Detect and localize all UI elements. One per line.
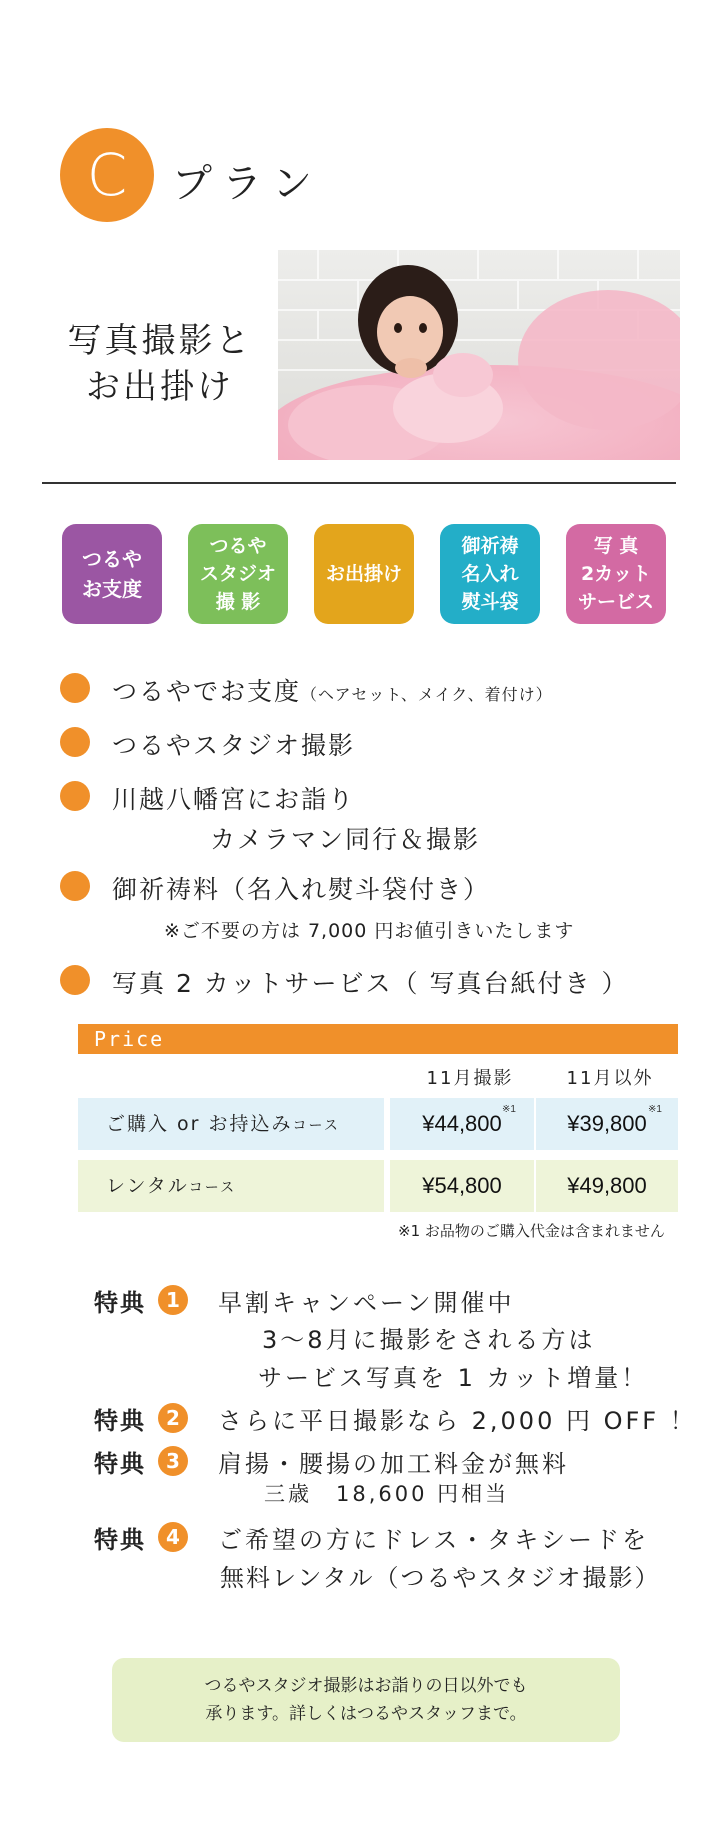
headline-line-1: 写真撮影と [67, 321, 253, 361]
badge-text: お支度 [82, 577, 142, 601]
badge-text: 名入れ [461, 563, 519, 585]
badge-text: つるや [209, 535, 267, 557]
price-value: ¥39,800 [567, 1111, 647, 1136]
benefit-label: 特典 [94, 1407, 146, 1435]
benefit-4-line-1: ご希望の方にドレス・タキシードを [218, 1526, 650, 1554]
badge-studio [188, 524, 288, 624]
col-header-other: 11月以外 [566, 1068, 654, 1089]
headline-line-2: お出掛け [86, 367, 234, 407]
bullet-dot [60, 673, 90, 703]
section-divider [42, 482, 676, 484]
badge-text: 撮 影 [215, 591, 261, 613]
row-label-small: コース [292, 1118, 340, 1134]
benefit-1-line-2: 3～8月に撮影をされる方は [262, 1326, 596, 1354]
benefit-1-line-1: 早割キャンペーン開催中 [218, 1289, 515, 1317]
benefit-3-line-1: 肩揚・腰揚の加工料金が無料 [218, 1450, 569, 1478]
info-box [112, 1658, 620, 1742]
info-line-1: つるやスタジオ撮影はお詣りの日以外でも [204, 1676, 528, 1696]
bullet-dot [60, 781, 90, 811]
badge-text: サービス [577, 591, 654, 613]
badge-text: 写 真 [593, 535, 639, 557]
bullet-dot [60, 871, 90, 901]
benefit-1-line-3: サービス写真を 1 カット増量！ [258, 1364, 649, 1392]
benefit-label: 特典 [94, 1526, 146, 1554]
price-purchase-november [390, 1098, 534, 1150]
benefit-4-line-2: 無料レンタル（つるやスタジオ撮影） [220, 1564, 661, 1592]
benefit-label: 特典 [94, 1289, 146, 1317]
price-row-purchase-label [78, 1098, 384, 1150]
info-line-2: 承ります。詳しくはつるやスタッフまで。 [205, 1704, 527, 1724]
feature-2: つるやスタジオ撮影 [112, 731, 356, 760]
price-value: ¥44,800 [422, 1111, 502, 1136]
badge-gokitou [440, 524, 540, 624]
child-photo-illustration [278, 250, 680, 460]
footnote-mark: ※1 [502, 1104, 516, 1115]
badge-text: 熨斗袋 [461, 591, 519, 613]
benefit-number-4: 4 [158, 1522, 188, 1552]
benefit-2-line-1: さらに平日撮影なら 2,000 円 OFF ！ [218, 1407, 697, 1435]
feature-4: 御祈祷料（名入れ熨斗袋付き） [112, 875, 491, 904]
benefit-number-1: 1 [158, 1285, 188, 1315]
benefit-number-2: 2 [158, 1403, 188, 1433]
badge-text: つるや [82, 547, 142, 571]
col-header-november: 11月撮影 [426, 1068, 514, 1089]
badge-text: 御祈祷 [461, 535, 519, 557]
benefit-label: 特典 [94, 1450, 146, 1478]
feature-4-note: ※ご不要の方は 7,000 円お値引きいたします [164, 920, 575, 942]
badge-text: 2カット [580, 563, 652, 585]
row-label-main: ご購入 or お持込み [106, 1113, 293, 1135]
footnote-mark: ※1 [648, 1104, 662, 1115]
child-photo [278, 250, 680, 460]
bullet-dot [60, 727, 90, 757]
price-rental-november: ¥54,800 [390, 1160, 534, 1212]
badge-text: スタジオ [199, 563, 276, 585]
benefit-number-3: 3 [158, 1446, 188, 1476]
price-heading: Price [78, 1024, 678, 1054]
plan-title: プラン [172, 161, 322, 207]
badge-otaku [62, 524, 162, 624]
feature-3-line-2: カメラマン同行＆撮影 [210, 825, 481, 854]
price-purchase-other [536, 1098, 678, 1150]
bullet-dot [60, 965, 90, 995]
price-row-rental-label [78, 1160, 384, 1212]
benefit-3-line-2: 三歳 18,600 円相当 [264, 1482, 510, 1506]
feature-3-line-1: 川越八幡宮にお詣り [112, 785, 356, 814]
price-rental-other: ¥49,800 [536, 1160, 678, 1212]
feature-text: つるやでお支度 [112, 677, 302, 706]
plan-letter: C [86, 141, 128, 209]
feature-subtext: （ヘアセット、メイク、着付け） [301, 685, 553, 704]
headline [40, 318, 280, 410]
row-label-main: レンタル [106, 1175, 189, 1197]
row-label-small: コース [188, 1180, 237, 1196]
feature-5: 写真 2 カットサービス（ 写真台紙付き ） [112, 969, 629, 998]
badge-odekake [314, 524, 414, 624]
badge-photo-service [566, 524, 666, 624]
price-footnote: ※1 お品物のご購入代金は含まれません [398, 1222, 665, 1240]
badge-text: お出掛け [325, 563, 402, 585]
feature-1 [112, 672, 553, 708]
